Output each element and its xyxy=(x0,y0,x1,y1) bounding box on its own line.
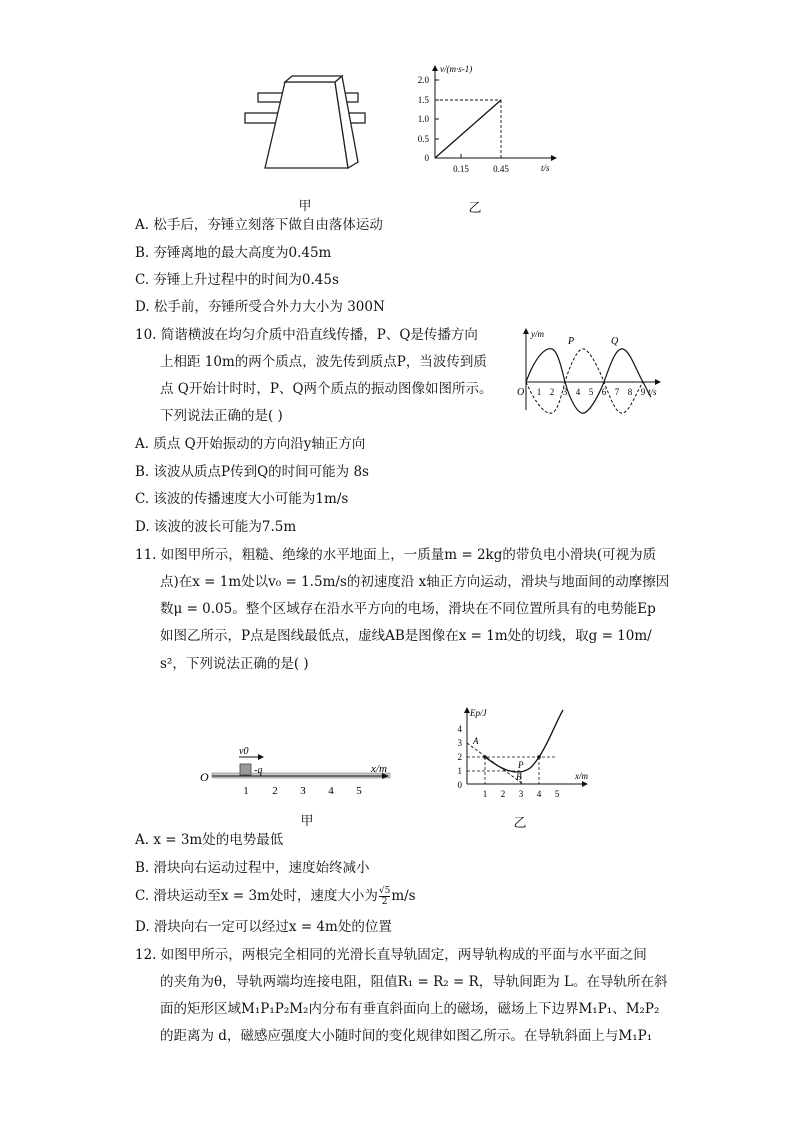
fraction-denominator: 2 xyxy=(381,897,388,907)
pile-driver-figure xyxy=(240,70,370,175)
curve-label-q: Q xyxy=(611,336,619,347)
x-axis-label: x/m xyxy=(371,763,387,775)
q11-option-b: B. 滑块向右运动过程中，速度始终减小 xyxy=(135,860,370,876)
q9-option-c: C. 夯锤上升过程中的时间为0.45s xyxy=(135,272,339,288)
q12-stem-line: 面的矩形区域M₁P₁P₂M₂内分布有垂直斜面向上的磁场，磁场上下边界M₁P₁、M₂P₂ xyxy=(160,1001,660,1017)
origin-label: O xyxy=(200,770,209,784)
x-axis-label: t/s xyxy=(541,163,550,173)
vibration-graph xyxy=(508,325,668,415)
q12-stem-line: 的夹角为θ，导轨两端均连接电阻，阻值R₁ = R₂ = R，导轨间距为 L。在导轨所在斜 xyxy=(160,974,668,990)
origin-label: O xyxy=(517,387,525,398)
p-vibration-curve xyxy=(526,349,651,413)
q10-option-d: D. 该波的波长可能为7.5m xyxy=(135,519,297,535)
y-tick-label: 0 xyxy=(457,780,462,790)
y-tick-label: 3 xyxy=(457,738,462,748)
q10-stem-line: 下列说法正确的是( ) xyxy=(160,408,283,424)
figure-caption: 甲 xyxy=(298,199,312,214)
y-tick-label: 2 xyxy=(457,752,462,762)
x-tick-label: 0.15 xyxy=(453,164,469,174)
x-tick-label: 7 xyxy=(614,387,620,397)
x-tick-label: 8 xyxy=(627,387,633,397)
q11-stem-line: 如图乙所示，P点是图线最低点，虚线AB是图像在x = 1m处的切线，取g = 10m/ xyxy=(160,628,652,644)
fraction-numerator: √5 xyxy=(378,886,391,896)
q11-option-c xyxy=(135,886,416,907)
x-tick-label: 5 xyxy=(356,785,362,797)
y-tick-label: 4 xyxy=(457,724,462,734)
y-axis-label: y/m xyxy=(531,329,544,339)
q9-option-d: D. 松手前，夯锤所受合外力大小为 300N xyxy=(135,299,385,315)
x-tick-label: 2 xyxy=(549,387,555,397)
x-tick-label: 4 xyxy=(575,387,581,397)
q10-stem-line: 点 Q开始计时时，P、Q两个质点的振动图像如图所示。 xyxy=(160,381,493,397)
figure-caption: 乙 xyxy=(468,201,482,216)
x-tick-label: 4 xyxy=(536,789,542,799)
velocity-label: v0 xyxy=(239,746,249,757)
q11-stem-line: 数μ = 0.05。整个区域存在沿水平方向的电场，滑块在不同位置所具有的电势能Ep xyxy=(160,601,656,617)
x-tick-label: 5 xyxy=(554,789,560,799)
x-tick-label: 3 xyxy=(300,785,306,797)
q11-option-c-unit: m/s xyxy=(391,888,416,904)
q11-option-a: A. x = 3m处的电势最低 xyxy=(135,832,284,848)
y-axis-label: Ep/J xyxy=(470,708,487,718)
point-label-p: P xyxy=(518,760,524,770)
q11-option-c-text: C. 滑块运动至x = 3m处时，速度大小为 xyxy=(135,888,378,904)
x-tick-label: 2 xyxy=(500,789,506,799)
x-axis-label: t/s xyxy=(648,387,657,397)
q12-stem-line: 12. 如图甲所示，两根完全相同的光滑长直导轨固定，两导轨构成的平面与水平面之间 xyxy=(135,947,647,963)
x-tick-label: 0.45 xyxy=(493,164,509,174)
y-tick-label: 1 xyxy=(457,766,462,776)
x-tick-label: 1 xyxy=(536,387,542,397)
x-tick-label: 6 xyxy=(601,387,607,397)
potential-energy-graph xyxy=(445,702,590,802)
q11-option-d: D. 滑块向右一定可以经过x = 4m处的位置 xyxy=(135,919,392,935)
slider-block xyxy=(240,764,251,775)
q10-option-b: B. 该波从质点P传到Q的时间可能为 8s xyxy=(135,464,369,480)
y-tick-label: 1.0 xyxy=(417,114,429,124)
y-tick-label: 2.0 xyxy=(417,75,429,85)
x-tick-label: 5 xyxy=(588,387,594,397)
x-tick-label: 1 xyxy=(482,789,488,799)
figure-caption: 乙 xyxy=(513,816,527,831)
y-tick-label: 0 xyxy=(424,153,429,163)
x-tick-label: 1 xyxy=(243,785,249,797)
x-tick-label: 3 xyxy=(562,387,568,397)
y-tick-label: 1.5 xyxy=(417,95,429,105)
charge-label: -q xyxy=(254,765,263,776)
q9-option-a: A. 松手后，夯锤立刻落下做自由落体运动 xyxy=(135,217,383,233)
y-tick-label: 0.5 xyxy=(417,134,429,144)
q9-option-b: B. 夯锤离地的最大高度为0.45m xyxy=(135,245,332,261)
x-tick-label: 2 xyxy=(272,785,278,797)
point-label-a: A xyxy=(473,736,479,746)
q10-stem-line: 上相距 10m的两个质点，波先传到质点P，当波传到质 xyxy=(160,354,487,370)
q11-stem-line: s²，下列说法正确的是( ) xyxy=(160,656,309,672)
q11-stem-line: 11. 如图甲所示，粗糙、绝缘的水平地面上，一质量m = 2kg的带负电小滑块(可视为质 xyxy=(135,547,657,563)
figure-caption: 甲 xyxy=(300,814,314,829)
q10-option-c: C. 该波的传播速度大小可能为1m/s xyxy=(135,491,349,507)
potential-energy-curve xyxy=(485,710,563,772)
x-tick-label: 4 xyxy=(328,785,334,797)
q11-stem-line: 点)在x = 1m处以v₀ = 1.5m/s的初速度沿 x轴正方向运动，滑块与地面间的动摩擦因 xyxy=(160,574,670,590)
velocity-time-graph xyxy=(405,60,565,180)
curve-label-p: P xyxy=(568,336,575,347)
q10-stem-line: 10. 简谐横波在均匀介质中沿直线传播，P、Q是传播方向 xyxy=(135,327,478,343)
y-axis-label: v/(m·s-1) xyxy=(440,64,473,74)
q12-stem-line: 的距离为 d，磁感应强度大小随时间的变化规律如图乙所示。在导轨斜面上与M₁P₁ xyxy=(160,1028,653,1044)
q-vibration-curve xyxy=(526,349,643,413)
x-axis-label: x/m xyxy=(575,771,588,781)
q10-option-a: A. 质点 Q开始振动的方向沿y轴正方向 xyxy=(135,436,366,452)
velocity-line xyxy=(435,100,501,158)
slider-figure xyxy=(195,740,405,810)
x-tick-label: 3 xyxy=(518,789,524,799)
point-label-b: B xyxy=(516,772,522,782)
x-tick-label: 9 xyxy=(640,387,646,397)
